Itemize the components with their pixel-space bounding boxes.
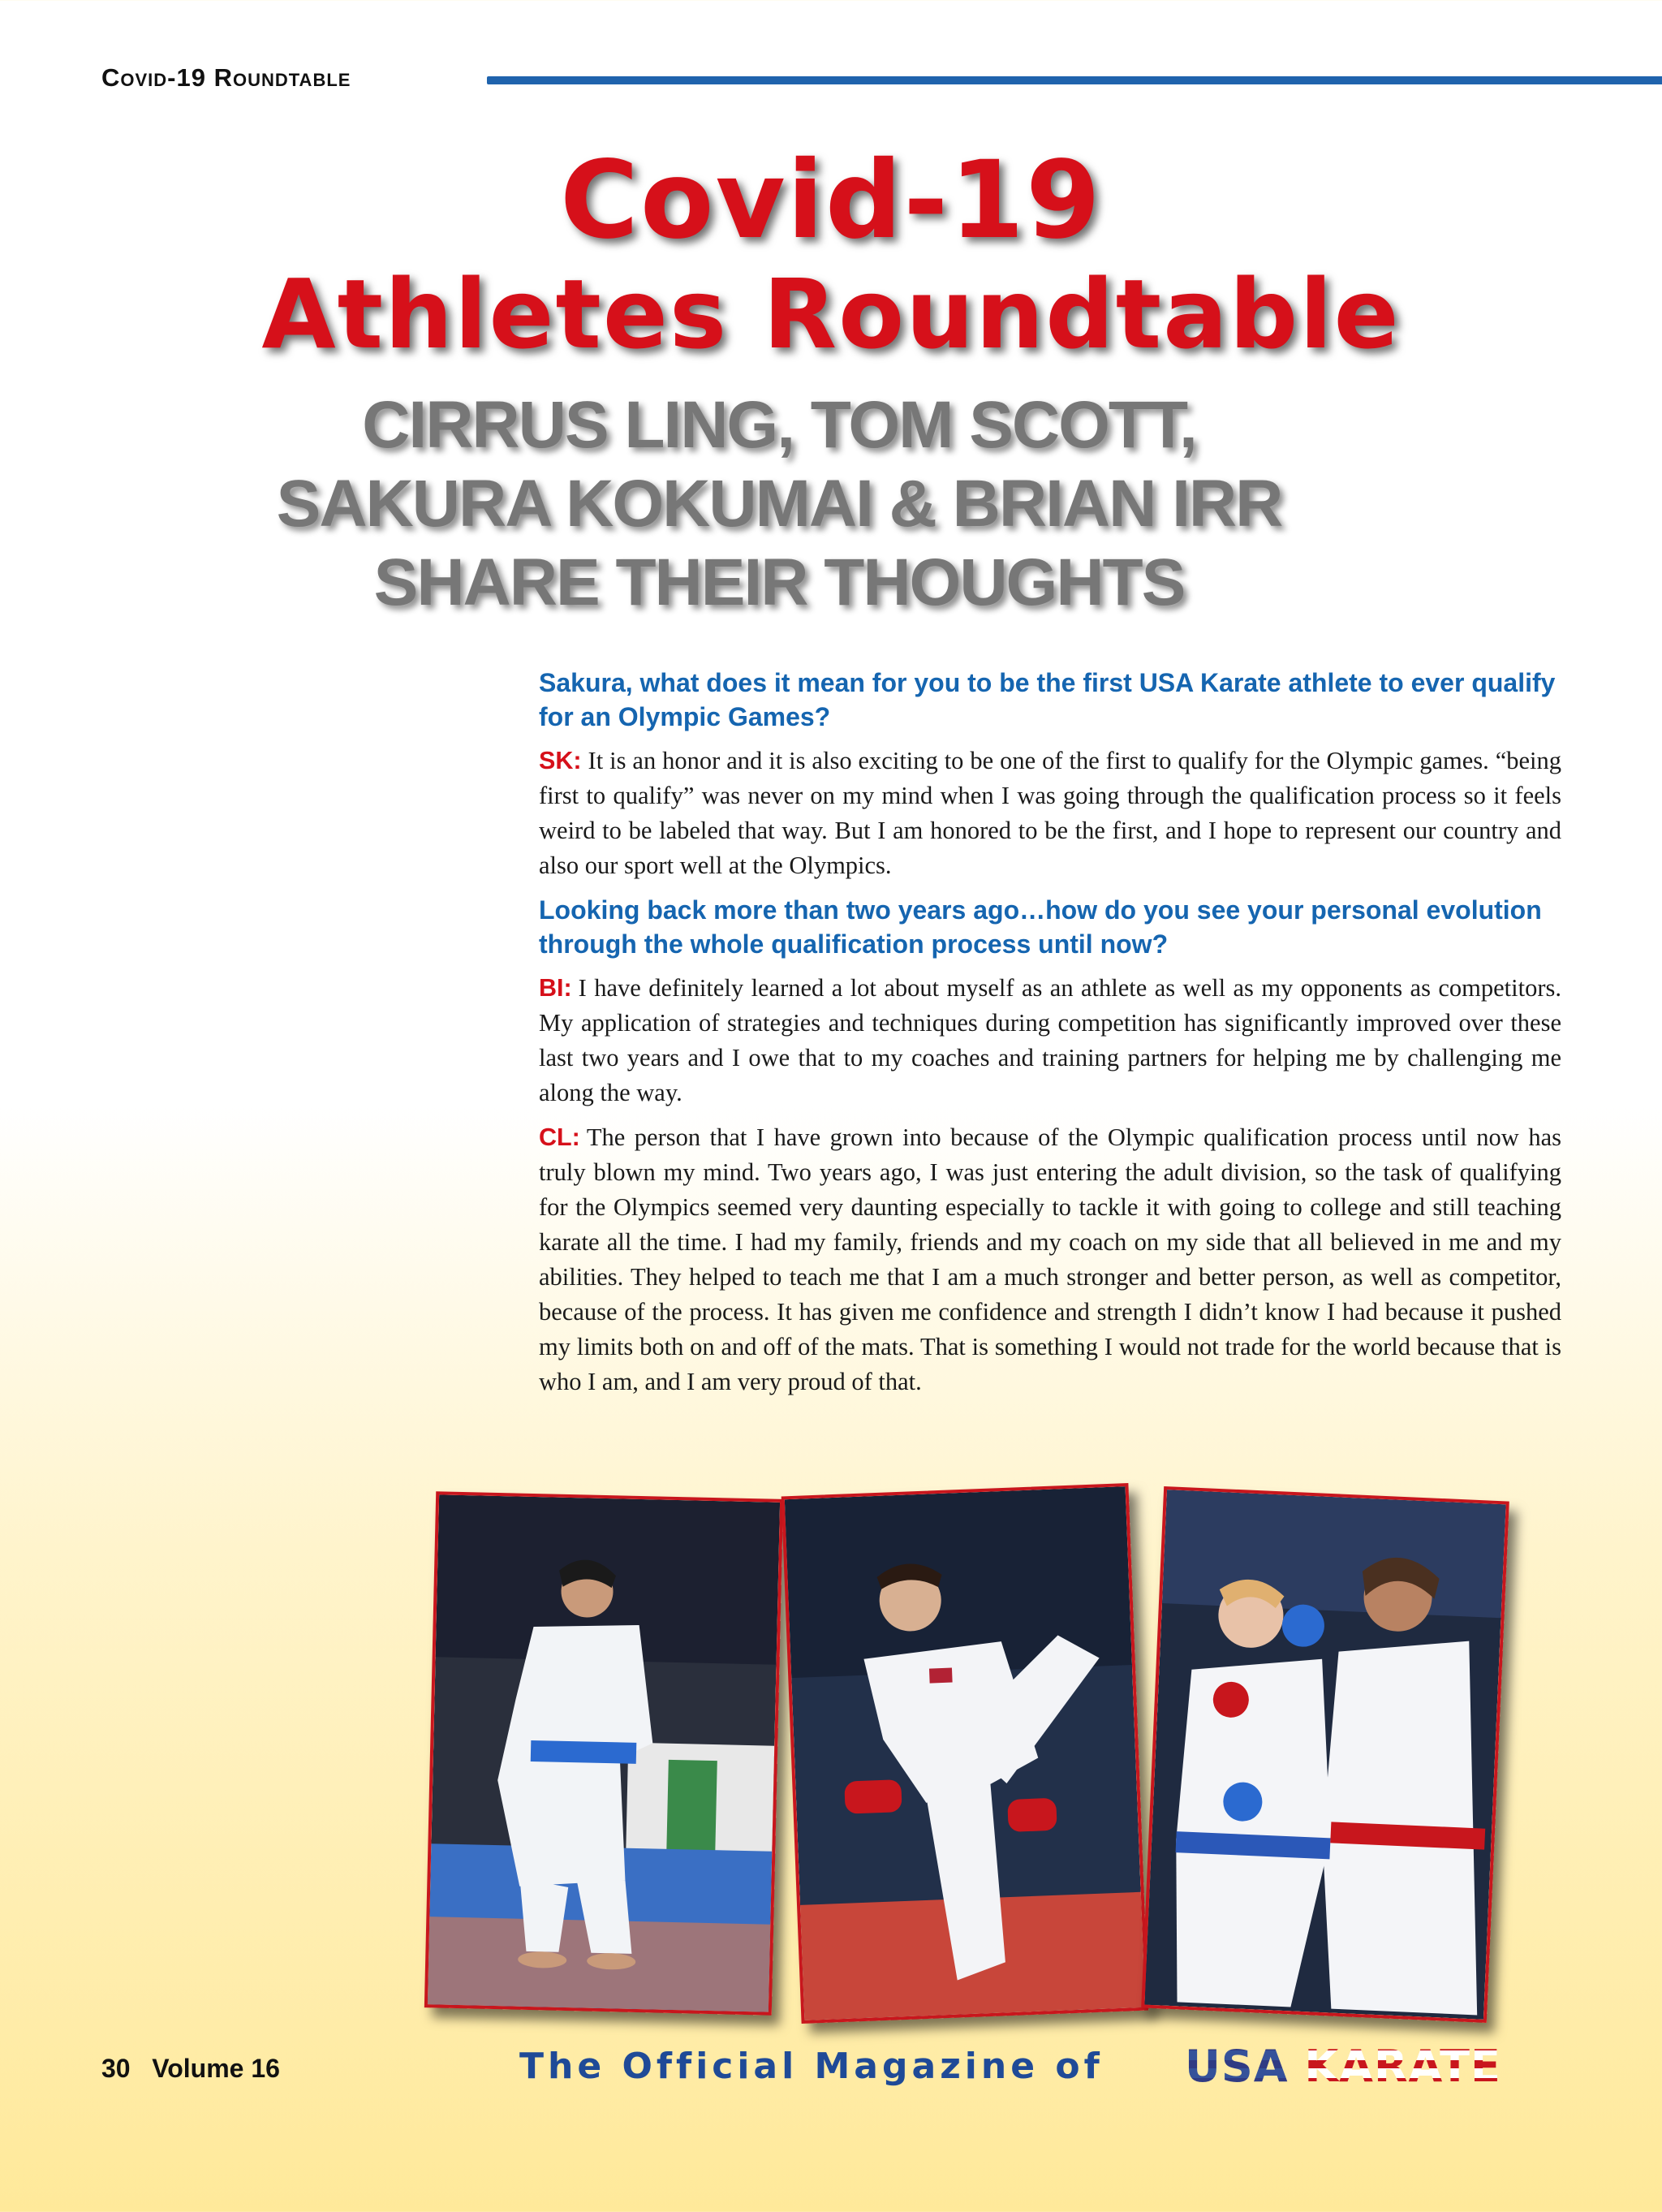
speaker-label: BI: bbox=[539, 974, 572, 1002]
answer-text: It is an honor and it is also exciting to be one of the first to qualify for the Olympic games. “being first to qualify” was never on my mind when I was going through the qualification process so it feels weird to be labeled that way. But I am honored to be the first, and I hope to represent our country and also our sport well at the Olympics. bbox=[539, 747, 1561, 879]
photo-kicking-athlete bbox=[781, 1483, 1149, 2024]
answer-3 bbox=[539, 1120, 1561, 1399]
answer-text: I have definitely learned a lot about myself as an athlete as well as my opponents as competitors. My application of strategies and techniques during competition has significantly improved over these last two years and I owe that to my coaches and training partners for helping me by challenging me along the way. bbox=[539, 974, 1561, 1106]
page-number: 30 bbox=[101, 2054, 131, 2083]
photo-kata-athlete bbox=[424, 1491, 783, 2016]
subtitle-line2: SAKURA KOKUMAI & BRIAN IRR bbox=[276, 467, 1282, 541]
speaker-label: SK: bbox=[539, 747, 582, 774]
answer-1 bbox=[539, 744, 1561, 883]
question-1: Sakura, what does it mean for you to be the first USA Karate athlete to ever qualify for an Olympic Games? bbox=[539, 668, 1556, 731]
answer-2 bbox=[539, 971, 1561, 1110]
subtitle-line1: CIRRUS LING, TOM SCOTT, bbox=[362, 388, 1196, 462]
footer-tagline: The Official Magazine of bbox=[519, 2046, 1104, 2087]
header-rule bbox=[487, 76, 1662, 84]
subtitle-line3: SHARE THEIR THOUGHTS bbox=[373, 545, 1185, 619]
speaker-label: CL: bbox=[539, 1123, 580, 1151]
photo-kumite-athletes bbox=[1141, 1486, 1509, 2023]
usa-karate-logo bbox=[1185, 2041, 1509, 2089]
article-body bbox=[539, 666, 1561, 1409]
volume-label: Volume 16 bbox=[152, 2054, 280, 2083]
main-title-line2: Athletes Roundtable bbox=[261, 258, 1401, 370]
question-2: Looking back more than two years ago…how do you see your personal evolution through the whole qualification process until now? bbox=[539, 895, 1542, 959]
section-label: Covid-19 Roundtable bbox=[101, 63, 351, 92]
page-header bbox=[101, 63, 1562, 93]
answer-text: The person that I have grown into because of the Olympic qualification process until now has truly blown my mind. Two years ago, I was just entering the adult division, so the task of qualifying for the Olympics seemed very daunting especially to tackle it with going to college and still teaching karate all the time. I had my family, friends and my coach on my side that all believed in me and my abilities. They helped to teach me that I am a much stronger and better person, as well as competitor, because of the process. It has given me confidence and strength I didn’t know I had because it pushed my limits both on and off of the mats. That is something I would not trade for the world because that is who I am, and I am very proud of that. bbox=[539, 1123, 1561, 1395]
footer-page-info bbox=[101, 2054, 280, 2084]
main-title-line1: Covid-19 bbox=[560, 138, 1102, 263]
